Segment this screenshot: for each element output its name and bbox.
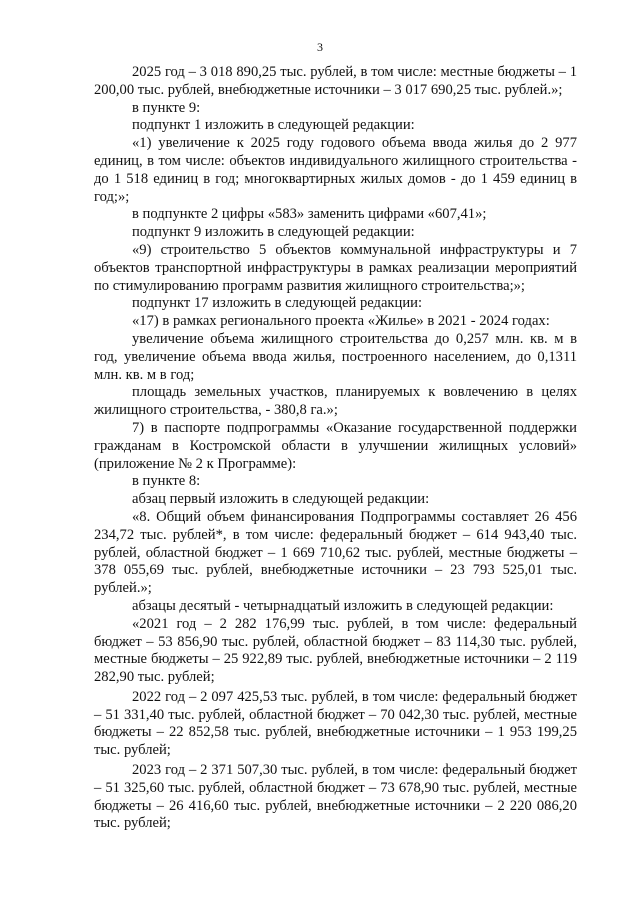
paragraph-subprogram-passport: 7) в паспорте подпрограммы «Оказание государственной поддержки гражданам в Костромской области в улучшении жилищных условий» (приложение № 2 к Программе):	[94, 419, 577, 472]
paragraph-housing-volume: увеличение объема жилищного строительства до 0,257 млн. кв. м в год, увеличение объема ввода жилья, построенного населением, до 0,1311 млн. кв. м в год;	[94, 330, 577, 383]
paragraph-2023-financing: 2023 год – 2 371 507,30 тыс. рублей, в том числе: федеральный бюджет – 51 325,60 тыс. рублей, областной бюджет – 73 678,90 тыс. рублей, местные бюджеты – 26 416,60 тыс. рублей, внебюджетные источники – 2 220 086,20 тыс. рублей;	[94, 762, 577, 832]
paragraph-2025-totals: 2025 год – 3 018 890,25 тыс. рублей, в том числе: местные бюджеты – 1 200,00 тыс. рублей, внебюджетные источники – 3 017 690,25 тыс. рублей.»;	[94, 64, 577, 98]
paragraph-land-area: площадь земельных участков, планируемых к вовлечению в целях жилищного строительства, - 380,8 га.»;	[94, 384, 577, 419]
paragraph-abzacs-intro: абзацы десятый - четырнадцатый изложить в следующей редакции:	[132, 597, 554, 614]
paragraph-subpoint-9-text: «9) строительство 5 объектов коммунальной инфраструктуры и 7 объектов транспортной инфраструктуры в рамках реализации мероприятий по стимулированию программ развития жилищного строительства;»;	[94, 241, 577, 294]
paragraph-point-9: в пункте 9:	[132, 99, 201, 116]
paragraph-subpoint-1-text: «1) увеличение к 2025 году годового объема ввода жилья до 2 977 единиц, в том числе: объектов индивидуального жилищного строительства - до 1 518 единиц в год; многоквартирных жилых домов - до 1 459 единиц в год;»;	[94, 135, 577, 205]
paragraph-subpoint-17-text: «17) в рамках регионального проекта «Жилье» в 2021 - 2024 годах:	[132, 313, 550, 330]
page-number: 3	[317, 40, 323, 54]
paragraph-2021-financing: «2021 год – 2 282 176,99 тыс. рублей, в том числе: федеральный бюджет – 53 856,90 тыс. рублей, областной бюджет – 83 114,30 тыс. рублей, местные бюджеты – 25 922,89 тыс. рублей, внебюджетные источники – 2 119 282,90 тыс. рублей;	[94, 615, 577, 686]
paragraph-subpoint-17-intro: подпункт 17 изложить в следующей редакции:	[132, 295, 423, 312]
paragraph-first-abzac-intro: абзац первый изложить в следующей редакции:	[132, 491, 430, 508]
paragraph-subpoint-1-intro: подпункт 1 изложить в следующей редакции:	[132, 117, 415, 134]
paragraph-point-8: в пункте 8:	[132, 473, 201, 490]
paragraph-subpoint-9-intro: подпункт 9 изложить в следующей редакции:	[132, 224, 415, 241]
paragraph-2022-financing: 2022 год – 2 097 425,53 тыс. рублей, в том числе: федеральный бюджет – 51 331,40 тыс. рублей, областной бюджет – 70 042,30 тыс. рублей, местные бюджеты – 22 852,58 тыс. рублей, внебюджетные источники – 1 953 199,25 тыс. рублей;	[94, 688, 577, 759]
document-body	[94, 64, 577, 833]
paragraph-subpoint-2: в подпункте 2 цифры «583» заменить цифрами «607,41»;	[132, 206, 487, 223]
paragraph-total-financing: «8. Общий объем финансирования Подпрограммы составляет 26 456 234,72 тыс. рублей*, в том числе: федеральный бюджет – 614 943,40 тыс. рублей, областной бюджет – 1 669 710,62 тыс. рублей, местные бюджеты – 378 055,69 тыс. рублей, внебюджетные источники – 23 793 525,01 тыс. рублей.»;	[94, 508, 577, 597]
